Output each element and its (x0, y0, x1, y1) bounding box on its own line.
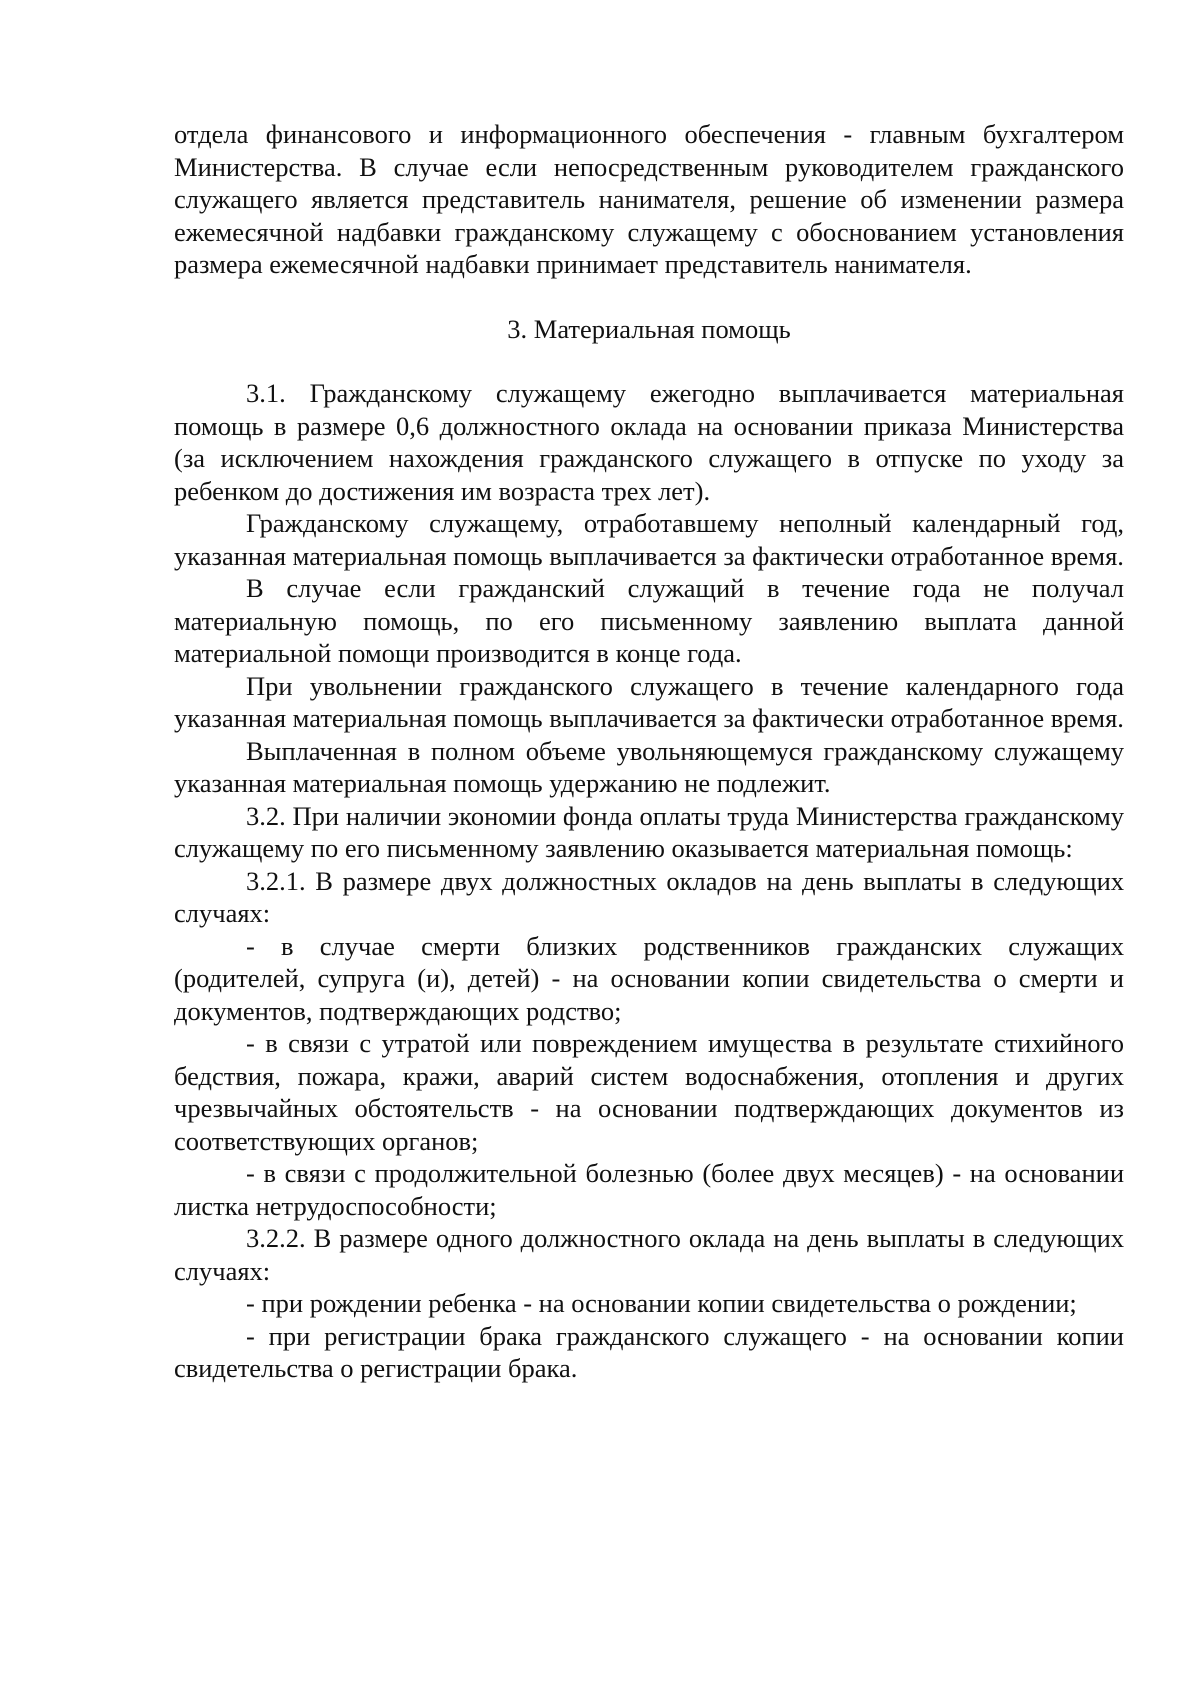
paragraph-not-received: В случае если гражданский служащий в течение года не получал материальную помощь, по его письменному заявлению выплата данной материальной помощи производится в конце года. (174, 573, 1124, 668)
paragraph-intro: отдела финансового и информационного обеспечения - главным бухгалтером Министерства. В случае если непосредственным руководителем гражданского служащего является представитель нанимателя, решение об изменении размера ежемесячной надбавки гражданскому служащему с обоснованием установления размера ежемесячной надбавки принимает представитель нанимателя. (174, 119, 1124, 279)
paragraph-paid-in-full: Выплаченная в полном объеме увольняющемуся гражданскому служащему указанная материальная помощь удержанию не подлежит. (174, 735, 1124, 798)
paragraph-3-1: 3.1. Гражданскому служащему ежегодно выплачивается материальная помощь в размере 0,6 должностного оклада на основании приказа Министерства (за исключением нахождения гражданского служащего в отпуске по уходу за ребенком до достижения им возраста трех лет). (174, 378, 1124, 506)
paragraph-3-2: 3.2. При наличии экономии фонда оплаты труда Министерства гражданскому служащему по его письменному заявлению оказывается материальная помощь: (174, 800, 1124, 863)
list-item-marriage: - при регистрации брака гражданского служащего - на основании копии свидетельства о регистрации брака. (174, 1320, 1124, 1383)
paragraph-dismissal: При увольнении гражданского служащего в течение календарного года указанная материальная помощь выплачивается за фактически отработанное время. (174, 670, 1124, 733)
list-item-property-loss: - в связи с утратой или повреждением имущества в результате стихийного бедствия, пожара, кражи, аварий систем водоснабжения, отопления и других чрезвычайных обстоятельств - на основании подтверждающих документов из соответствующих органов; (174, 1028, 1124, 1156)
list-item-birth: - при рождении ребенка - на основании копии свидетельства о рождении; (246, 1288, 1077, 1318)
list-item-death: - в случае смерти близких родственников гражданских служащих (родителей, супруга (и), детей) - на основании копии свидетельства о смерти и документов, подтверждающих родство; (174, 930, 1124, 1026)
document-page (174, 118, 1124, 1385)
section-heading: 3. Материальная помощь (507, 313, 791, 344)
paragraph-incomplete-year: Гражданскому служащему, отработавшему неполный календарный год, указанная материальная помощь выплачивается за фактически отработанное время. (174, 508, 1124, 571)
paragraph-3-2-2: 3.2.2. В размере одного должностного оклада на день выплаты в следующих случаях: (174, 1223, 1124, 1286)
list-item-illness: - в связи с продолжительной болезнью (более двух месяцев) - на основании листка нетрудоспособности; (174, 1158, 1124, 1221)
paragraph-3-2-1: 3.2.1. В размере двух должностных окладов на день выплаты в следующих случаях: (174, 865, 1124, 928)
